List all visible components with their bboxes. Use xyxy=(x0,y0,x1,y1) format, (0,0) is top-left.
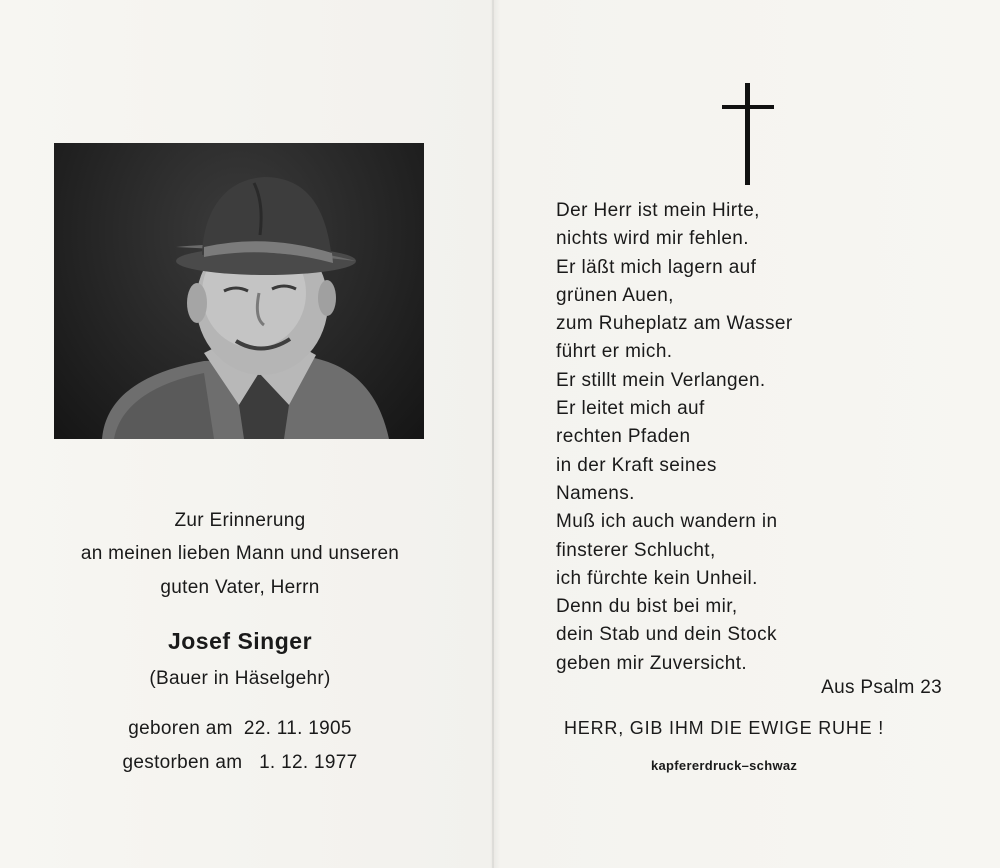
psalm-line: nichts wird mir fehlen. xyxy=(556,228,749,250)
psalm-line: Denn du bist bei mir, xyxy=(556,596,738,618)
psalm-line: rechten Pfaden xyxy=(556,426,691,448)
printer-imprint: kapfererdruck–schwaz xyxy=(651,758,798,773)
psalm-line: zum Ruheplatz am Wasser xyxy=(556,313,793,335)
intro-line-2: an meinen lieben Mann und unseren xyxy=(80,543,400,564)
psalm-line: in der Kraft seines xyxy=(556,454,717,476)
psalm-text xyxy=(556,197,793,678)
birth-date: geboren am 22. 11. 1905 xyxy=(128,718,352,739)
psalm-line: ich fürchte kein Unheil. xyxy=(556,567,758,589)
intro-line-3: guten Vater, Herrn xyxy=(160,577,320,598)
psalm-line: dein Stab und dein Stock xyxy=(556,624,777,646)
psalm-line: führt er mich. xyxy=(556,341,673,363)
psalm-line: geben mir Zuversicht. xyxy=(556,652,748,674)
cross-icon xyxy=(722,83,774,185)
psalm-line: Er läßt mich lagern auf xyxy=(556,256,757,278)
closing-prayer: HERR, GIB IHM DIE EWIGE RUHE ! xyxy=(564,718,885,738)
intro-line-1: Zur Erinnerung xyxy=(174,510,306,531)
death-date: gestorben am 1. 12. 1977 xyxy=(122,752,358,773)
psalm-line: finsterer Schlucht, xyxy=(556,539,716,561)
psalm-source: Aus Psalm 23 xyxy=(821,677,942,698)
psalm-line: Namens. xyxy=(556,482,635,504)
occupation: (Bauer in Häselgehr) xyxy=(149,668,331,689)
card-fold xyxy=(492,0,494,868)
psalm-line: grünen Auen, xyxy=(556,284,674,306)
deceased-name: Josef Singer xyxy=(167,628,313,654)
portrait-photo xyxy=(54,143,424,439)
psalm-line: Er stillt mein Verlangen. xyxy=(556,369,766,391)
psalm-line: Muß ich auch wandern in xyxy=(556,511,778,533)
psalm-line: Er leitet mich auf xyxy=(556,398,705,420)
psalm-line: Der Herr ist mein Hirte, xyxy=(556,200,760,221)
